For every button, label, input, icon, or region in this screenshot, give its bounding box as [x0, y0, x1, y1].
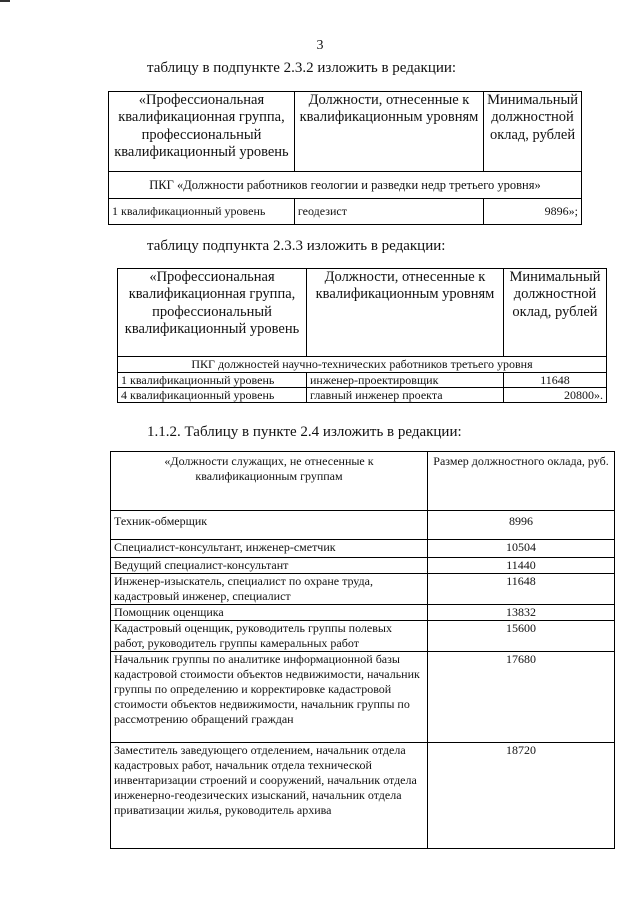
table-header-row [111, 452, 615, 511]
header-cell: Размер должностного оклада, руб. [428, 452, 615, 511]
cell: 4 квалификационный уровень [118, 388, 307, 403]
group-cell: ПКГ должностей научно-технических работников третьего уровня [118, 357, 607, 373]
header-cell: «Профессиональная квалификационная группа, профессиональный квалификационный уровень [118, 269, 307, 357]
salary-cell: 10504 [428, 540, 615, 558]
paragraph-2-3-2: таблицу в подпункте 2.3.2 изложить в редакции: [147, 60, 457, 76]
page-number: 3 [316, 38, 324, 53]
header-cell: «Профессиональная квалификационная группа, профессиональный квалификационный уровень [109, 92, 295, 172]
table-row [111, 574, 615, 605]
cell: геодезист [294, 199, 483, 225]
group-cell: ПКГ «Должности работников геологии и разведки недр третьего уровня» [109, 172, 582, 199]
salary-cell: 17680 [428, 652, 615, 743]
position-cell: Кадастровый оценщик, руководитель группы полевых работ, руководитель группы камеральных работ [111, 621, 428, 652]
group-row [109, 172, 582, 199]
salary-cell: 8996 [428, 511, 615, 540]
paragraph-2-3-3: таблицу подпункта 2.3.3 изложить в редакции: [147, 238, 446, 254]
salary-cell: 11440 [428, 558, 615, 574]
table-2-4 [110, 451, 615, 849]
cell: 1 квалификационный уровень [118, 373, 307, 388]
cell: 9896»; [484, 199, 582, 225]
table-row [118, 388, 607, 403]
cell: 1 квалификационный уровень [109, 199, 295, 225]
position-cell: Техник-обмерщик [111, 511, 428, 540]
salary-cell: 11648 [428, 574, 615, 605]
position-cell: Заместитель заведующего отделением, начальник отдела кадастровых работ, начальник отдела технической инвентаризации строений и сооружений, начальник отдела инженерно-геодезических изысканий, начальник отдела приватизации жилья, руководитель архива [111, 743, 428, 849]
cell: главный инженер проекта [307, 388, 504, 403]
table-row [118, 373, 607, 388]
table-row [111, 605, 615, 621]
table-row [111, 540, 615, 558]
table-row [111, 511, 615, 540]
table-row [111, 652, 615, 743]
salary-cell: 18720 [428, 743, 615, 849]
table-row [109, 199, 582, 225]
header-cell: Минимальный должностной оклад, рублей [504, 269, 607, 357]
scan-corner-mark [0, 0, 10, 10]
cell: 11648 [504, 373, 607, 388]
table-2-3-3 [117, 268, 607, 403]
table-header-row [118, 269, 607, 357]
table-row [111, 743, 615, 849]
header-cell: «Должности служащих, не отнесенные к квалификационным группам [111, 452, 428, 511]
salary-cell: 13832 [428, 605, 615, 621]
position-cell: Специалист-консультант, инженер-сметчик [111, 540, 428, 558]
position-cell: Инженер-изыскатель, специалист по охране труда, кадастровый инженер, специалист [111, 574, 428, 605]
header-cell: Должности, отнесенные к квалификационным уровням [294, 92, 483, 172]
table-header-row [109, 92, 582, 172]
position-cell: Помощник оценщика [111, 605, 428, 621]
header-cell: Минимальный должностной оклад, рублей [484, 92, 582, 172]
salary-cell: 15600 [428, 621, 615, 652]
table-row [111, 621, 615, 652]
cell: 20800». [504, 388, 607, 403]
group-row [118, 357, 607, 373]
position-cell: Начальник группы по аналитике информационной базы кадастровой стоимости объектов недвижимости, начальник группы по определению и корректировке кадастровой стоимости объектов недвижимости, начальник группы по рассмотрению обращений граждан [111, 652, 428, 743]
paragraph-1-1-2: 1.1.2. Таблицу в пункте 2.4 изложить в редакции: [147, 424, 462, 440]
cell: инженер-проектировщик [307, 373, 504, 388]
position-cell: Ведущий специалист-консультант [111, 558, 428, 574]
header-cell: Должности, отнесенные к квалификационным уровням [307, 269, 504, 357]
table-row [111, 558, 615, 574]
table-2-3-2 [108, 91, 582, 225]
